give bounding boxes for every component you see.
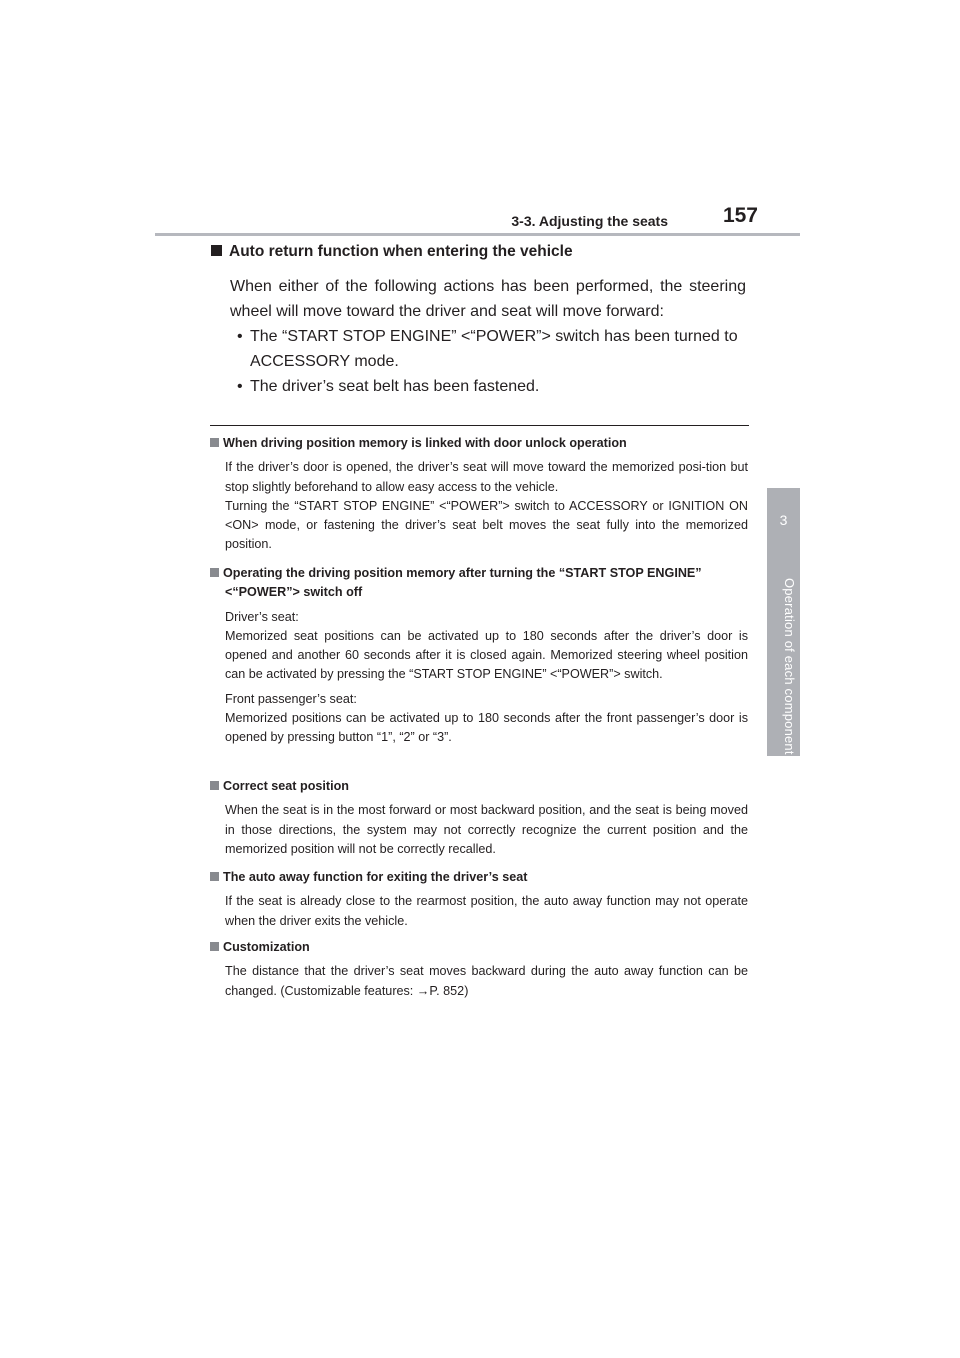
list-item: • The driver’s seat belt has been fastened.	[250, 374, 746, 399]
square-bullet-icon	[210, 438, 219, 447]
note-heading: Correct seat position	[210, 777, 748, 796]
header-rule	[155, 233, 800, 236]
note-heading: Customization	[210, 938, 748, 957]
note-block: Operating the driving position memory after turning the “START STOP ENGINE” <“POWER”> switch off Driver’s seat: Memorized seat positions can be activated up to 180 seconds after the driver’s door is opened and another 60 seconds after it is closed again. Memorized steering wheel position can be activated by pressing the “START STOP ENGINE” <“POWER”> switch. Front passenger’s seat: Memorized positions can be activated up to 180 seconds after the front passenger’s door is opened by pressing button “1”, “2” or “3”.	[210, 564, 748, 748]
note-paragraph: When the seat is in the most forward or most backward position, and the seat is being moved in those directions, the system may not correctly recognize the current position and the memorized position will not be correctly recalled.	[225, 803, 748, 856]
bullet-icon: •	[237, 378, 243, 395]
page-header	[155, 202, 800, 236]
note-block	[210, 868, 748, 931]
square-bullet-icon	[210, 942, 219, 951]
note-block	[210, 434, 748, 555]
note-block	[210, 777, 748, 859]
chapter-tab	[767, 488, 800, 756]
page-number: 157	[722, 204, 758, 227]
note-paragraph: If the seat is already close to the rearmost position, the auto away function may not operate when the driver exits the vehicle.	[225, 894, 748, 928]
note-block	[210, 938, 748, 1001]
note-paragraph: Turning the “START STOP ENGINE” <“POWER”> switch to ACCESSORY or IGNITION ON <ON> mode, or fastening the driver’s seat belt moves the seat fully into the memorized position.	[225, 498, 748, 552]
intro-paragraph: When either of the following actions has been performed, the steering wheel will move toward the driver and seat will move forward:	[230, 278, 746, 320]
note-paragraph: Memorized seat positions can be activated up to 180 seconds after the driver’s door is opened and another 60 seconds after it is closed again. Memorized steering wheel position can be activated by pressing the “START STOP ENGINE” <“POWER”> switch.	[225, 628, 748, 682]
note-label: Front passenger’s seat:	[225, 691, 357, 706]
note-paragraph: The distance that the driver’s seat moves backward during the auto away function can be changed. (Customizable features: →P. 852)	[225, 964, 748, 998]
note-heading: The auto away function for exiting the driver’s seat	[210, 868, 748, 887]
section-heading: Auto return function when entering the vehicle	[211, 243, 573, 261]
section-divider	[210, 425, 749, 426]
square-bullet-icon	[210, 568, 219, 577]
note-paragraph: If the driver’s door is opened, the driver’s seat will move toward the memorized posi-tion but stop slightly beforehand to allow easy access to the vehicle.	[225, 460, 748, 494]
note-paragraph: Memorized positions can be activated up to 180 seconds after the front passenger’s door is opened by pressing button “1”, “2” or “3”.	[225, 711, 748, 745]
list-item: • The “START STOP ENGINE” <“POWER”> switch has been turned to ACCESSORY mode.	[250, 324, 746, 374]
square-bullet-icon	[210, 872, 219, 881]
chapter-number: 3	[779, 512, 788, 528]
chapter-label: Operation of each component	[782, 578, 797, 755]
section-title: 3-3. Adjusting the seats	[511, 213, 668, 229]
square-bullet-icon	[211, 245, 222, 256]
square-bullet-icon	[210, 781, 219, 790]
bullet-icon: •	[237, 328, 243, 345]
note-heading: When driving position memory is linked with door unlock operation	[210, 434, 748, 453]
note-label: Driver’s seat:	[225, 609, 299, 624]
note-heading: Operating the driving position memory after turning the “START STOP ENGINE”	[210, 564, 748, 583]
